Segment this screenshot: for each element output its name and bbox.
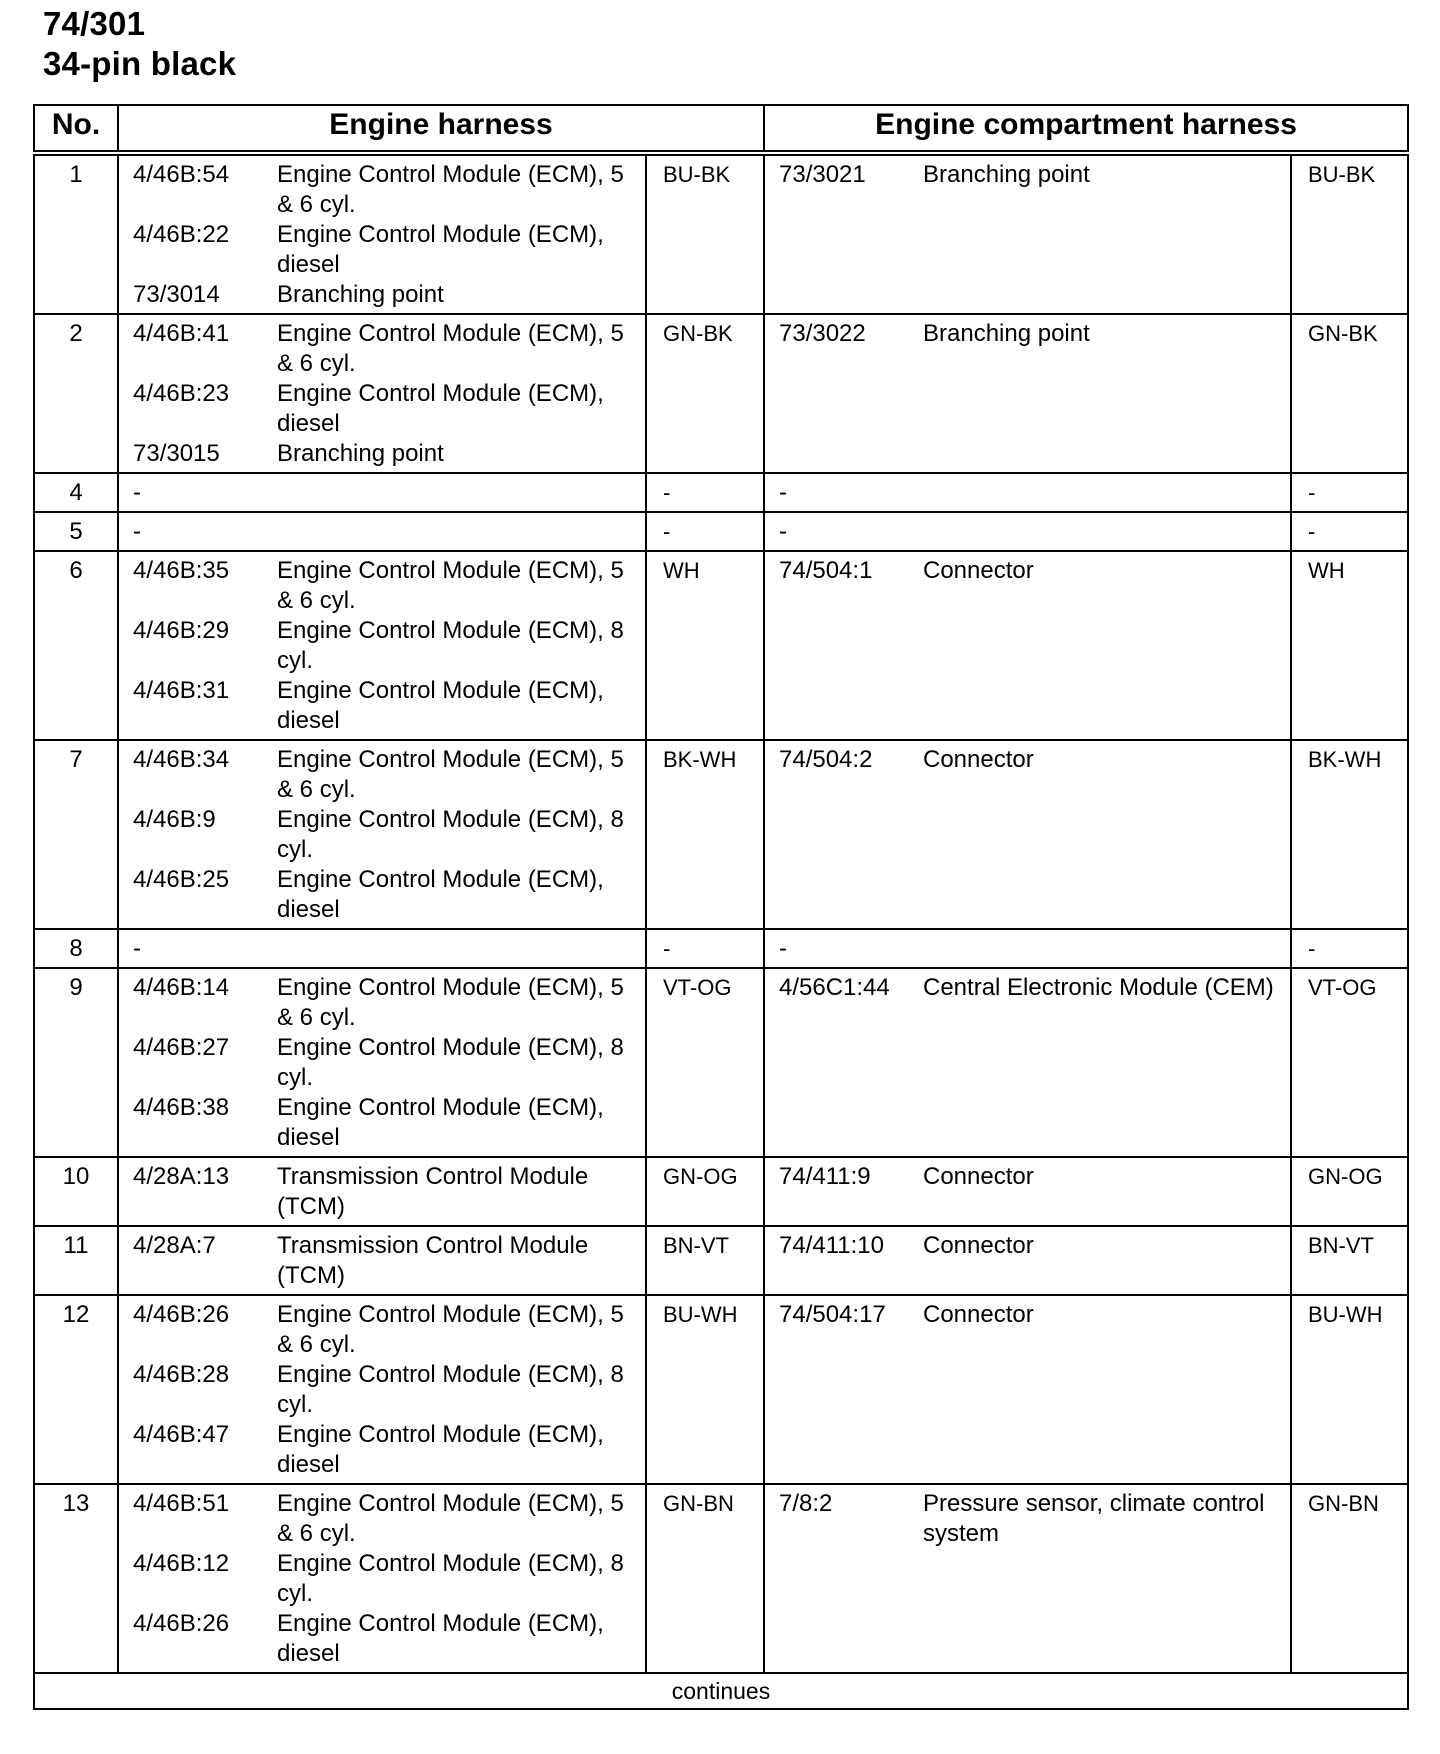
- engine-harness-cell: [118, 153, 646, 314]
- pin-number: 6: [34, 551, 118, 740]
- engine-desc: Engine Control Module (ECM), 8 cyl.: [277, 1550, 624, 1607]
- engine-ref: 4/46B:34: [133, 746, 230, 773]
- engine-desc: Engine Control Module (ECM), 5 & 6 cyl.: [277, 161, 624, 218]
- compartment-ref: 74/504:2: [779, 746, 873, 773]
- engine-entry: [133, 478, 635, 508]
- compartment-ref: 73/3022: [779, 320, 866, 347]
- engine-desc: Engine Control Module (ECM), 8 cyl.: [277, 617, 624, 674]
- engine-ref: 4/28A:13: [133, 1163, 230, 1190]
- compartment-ref: -: [779, 935, 787, 962]
- engine-ref: 4/46B:35: [133, 557, 230, 584]
- table-row: [34, 551, 1408, 740]
- engine-desc: Engine Control Module (ECM), 5 & 6 cyl.: [277, 1490, 624, 1547]
- engine-desc: [277, 517, 635, 547]
- engine-entry: [133, 1609, 635, 1669]
- header-engine-compartment-harness: Engine compartment harness: [764, 105, 1408, 153]
- compartment-desc: Connector: [923, 557, 1034, 584]
- compartment-ref: 74/504:1: [779, 557, 873, 584]
- engine-wire-colour: GN-OG: [646, 1157, 764, 1226]
- compartment-wire-colour: -: [1291, 473, 1408, 512]
- compartment-entry: [779, 478, 1280, 508]
- compartment-desc: Connector: [923, 1301, 1034, 1328]
- engine-wire-colour: BU-WH: [646, 1295, 764, 1484]
- engine-entry: [133, 1549, 635, 1609]
- engine-desc: Engine Control Module (ECM), diesel: [277, 1610, 604, 1667]
- engine-ref: 4/46B:38: [133, 1094, 230, 1121]
- compartment-harness-cell: [764, 929, 1291, 968]
- header-engine-harness: Engine harness: [118, 105, 764, 153]
- engine-entry: [133, 1300, 635, 1360]
- compartment-wire-colour: BN-VT: [1291, 1226, 1408, 1295]
- compartment-harness-cell: [764, 968, 1291, 1157]
- compartment-wire-colour: BU-WH: [1291, 1295, 1408, 1484]
- table-row: [34, 1157, 1408, 1226]
- engine-wire-colour: BU-BK: [646, 153, 764, 314]
- engine-ref: 73/3014: [133, 281, 220, 308]
- compartment-desc: [923, 478, 1280, 508]
- pin-number: 2: [34, 314, 118, 473]
- engine-entry: [133, 517, 635, 547]
- compartment-harness-cell: [764, 473, 1291, 512]
- engine-desc: Engine Control Module (ECM), diesel: [277, 1094, 604, 1151]
- engine-entry: [133, 1360, 635, 1420]
- engine-harness-cell: [118, 740, 646, 929]
- engine-desc: Engine Control Module (ECM), 8 cyl.: [277, 806, 624, 863]
- engine-ref: 4/46B:47: [133, 1421, 230, 1448]
- table-row: [34, 929, 1408, 968]
- engine-wire-colour: -: [646, 512, 764, 551]
- compartment-entry: [779, 517, 1280, 547]
- compartment-desc: Connector: [923, 1163, 1034, 1190]
- engine-wire-colour: VT-OG: [646, 968, 764, 1157]
- compartment-ref: 4/56C1:44: [779, 974, 890, 1001]
- compartment-ref: -: [779, 518, 787, 545]
- engine-harness-cell: [118, 929, 646, 968]
- compartment-entry: [779, 1300, 1280, 1330]
- engine-desc: [277, 934, 635, 964]
- compartment-ref: 73/3021: [779, 161, 866, 188]
- page-heading: [43, 4, 236, 84]
- pin-number: 11: [34, 1226, 118, 1295]
- compartment-entry: [779, 319, 1280, 349]
- compartment-desc: Branching point: [923, 320, 1090, 347]
- engine-desc: Branching point: [277, 281, 444, 308]
- compartment-entry: [779, 160, 1280, 190]
- engine-harness-cell: [118, 1157, 646, 1226]
- engine-wire-colour: WH: [646, 551, 764, 740]
- engine-desc: Engine Control Module (ECM), 5 & 6 cyl.: [277, 1301, 624, 1358]
- engine-entry: [133, 1420, 635, 1480]
- engine-ref: 4/46B:12: [133, 1550, 230, 1577]
- table-row: [34, 153, 1408, 314]
- pin-number: 8: [34, 929, 118, 968]
- compartment-harness-cell: [764, 314, 1291, 473]
- engine-ref: 4/46B:26: [133, 1301, 230, 1328]
- engine-ref: -: [133, 518, 141, 545]
- pin-number: 1: [34, 153, 118, 314]
- engine-desc: Engine Control Module (ECM), 5 & 6 cyl.: [277, 320, 624, 377]
- compartment-entry: [779, 1231, 1280, 1261]
- compartment-harness-cell: [764, 1157, 1291, 1226]
- engine-harness-cell: [118, 1484, 646, 1673]
- engine-harness-cell: [118, 1226, 646, 1295]
- engine-ref: 4/46B:41: [133, 320, 230, 347]
- engine-wire-colour: -: [646, 473, 764, 512]
- engine-entry: [133, 805, 635, 865]
- engine-wire-colour: -: [646, 929, 764, 968]
- engine-ref: 4/46B:27: [133, 1034, 230, 1061]
- engine-entry: [133, 379, 635, 439]
- engine-ref: 4/46B:51: [133, 1490, 230, 1517]
- compartment-wire-colour: GN-BK: [1291, 314, 1408, 473]
- engine-entry: [133, 1093, 635, 1153]
- engine-harness-cell: [118, 551, 646, 740]
- connector-description: 34-pin black: [43, 45, 237, 82]
- engine-wire-colour: BN-VT: [646, 1226, 764, 1295]
- pinout-table: [33, 104, 1409, 1710]
- compartment-wire-colour: BU-BK: [1291, 153, 1408, 314]
- table-row: [34, 740, 1408, 929]
- engine-desc: Engine Control Module (ECM), 5 & 6 cyl.: [277, 557, 624, 614]
- compartment-ref: 7/8:2: [779, 1490, 833, 1517]
- compartment-desc: Connector: [923, 1232, 1034, 1259]
- compartment-wire-colour: BK-WH: [1291, 740, 1408, 929]
- engine-ref: -: [133, 479, 141, 506]
- engine-entry: [133, 745, 635, 805]
- compartment-harness-cell: [764, 1484, 1291, 1673]
- engine-entry: [133, 616, 635, 676]
- compartment-harness-cell: [764, 1295, 1291, 1484]
- engine-wire-colour: BK-WH: [646, 740, 764, 929]
- engine-ref: 4/46B:26: [133, 1610, 230, 1637]
- engine-entry: [133, 556, 635, 616]
- table-row: [34, 1226, 1408, 1295]
- compartment-desc: Branching point: [923, 161, 1090, 188]
- compartment-harness-cell: [764, 512, 1291, 551]
- engine-wire-colour: GN-BK: [646, 314, 764, 473]
- header-row: [34, 105, 1408, 153]
- engine-desc: Transmission Control Module (TCM): [277, 1163, 589, 1220]
- compartment-ref: 74/504:17: [779, 1301, 886, 1328]
- compartment-desc: Connector: [923, 746, 1034, 773]
- compartment-entry: [779, 1489, 1280, 1549]
- engine-ref: 4/46B:28: [133, 1361, 230, 1388]
- engine-entry: [133, 1162, 635, 1222]
- engine-desc: Transmission Control Module (TCM): [277, 1232, 589, 1289]
- pin-number: 12: [34, 1295, 118, 1484]
- engine-ref: 4/46B:9: [133, 806, 216, 833]
- connector-id: 74/301: [43, 5, 146, 42]
- engine-desc: Engine Control Module (ECM), 5 & 6 cyl.: [277, 746, 624, 803]
- engine-ref: 4/46B:31: [133, 677, 230, 704]
- engine-entry: [133, 439, 635, 469]
- engine-ref: 4/28A:7: [133, 1232, 216, 1259]
- compartment-desc: [923, 517, 1280, 547]
- engine-ref: 4/46B:54: [133, 161, 230, 188]
- engine-entry: [133, 160, 635, 220]
- table-row: [34, 473, 1408, 512]
- engine-entry: [133, 319, 635, 379]
- engine-desc: Engine Control Module (ECM), 8 cyl.: [277, 1361, 624, 1418]
- engine-desc: Engine Control Module (ECM), diesel: [277, 221, 604, 278]
- compartment-desc: Pressure sensor, climate control system: [923, 1490, 1265, 1547]
- engine-entry: [133, 1231, 635, 1291]
- header-no: No.: [34, 105, 118, 153]
- engine-ref: 73/3015: [133, 440, 220, 467]
- compartment-wire-colour: WH: [1291, 551, 1408, 740]
- engine-entry: [133, 973, 635, 1033]
- pin-number: 7: [34, 740, 118, 929]
- engine-entry: [133, 676, 635, 736]
- compartment-entry: [779, 1162, 1280, 1192]
- engine-entry: [133, 1033, 635, 1093]
- compartment-ref: 74/411:9: [779, 1163, 871, 1190]
- engine-ref: 4/46B:29: [133, 617, 230, 644]
- engine-desc: Engine Control Module (ECM), diesel: [277, 380, 604, 437]
- compartment-harness-cell: [764, 551, 1291, 740]
- engine-harness-cell: [118, 473, 646, 512]
- engine-harness-cell: [118, 968, 646, 1157]
- engine-desc: Branching point: [277, 440, 444, 467]
- engine-ref: 4/46B:25: [133, 866, 230, 893]
- engine-harness-cell: [118, 1295, 646, 1484]
- engine-entry: [133, 1489, 635, 1549]
- engine-desc: Engine Control Module (ECM), diesel: [277, 866, 604, 923]
- table-row: [34, 512, 1408, 551]
- table-row: [34, 968, 1408, 1157]
- compartment-entry: [779, 745, 1280, 775]
- table-row: [34, 1295, 1408, 1484]
- table-row: [34, 1484, 1408, 1673]
- pin-number: 10: [34, 1157, 118, 1226]
- engine-ref: 4/46B:14: [133, 974, 230, 1001]
- compartment-wire-colour: VT-OG: [1291, 968, 1408, 1157]
- compartment-ref: 74/411:10: [779, 1232, 884, 1259]
- engine-wire-colour: GN-BN: [646, 1484, 764, 1673]
- footer-row: [34, 1673, 1408, 1709]
- compartment-entry: [779, 556, 1280, 586]
- engine-ref: 4/46B:22: [133, 221, 230, 248]
- engine-desc: Engine Control Module (ECM), 8 cyl.: [277, 1034, 624, 1091]
- compartment-entry: [779, 934, 1280, 964]
- engine-entry: [133, 220, 635, 280]
- compartment-wire-colour: GN-OG: [1291, 1157, 1408, 1226]
- engine-desc: Engine Control Module (ECM), 5 & 6 cyl.: [277, 974, 624, 1031]
- compartment-entry: [779, 973, 1280, 1003]
- compartment-desc: [923, 934, 1280, 964]
- compartment-wire-colour: -: [1291, 929, 1408, 968]
- pin-number: 4: [34, 473, 118, 512]
- engine-desc: Engine Control Module (ECM), diesel: [277, 1421, 604, 1478]
- compartment-wire-colour: GN-BN: [1291, 1484, 1408, 1673]
- engine-ref: -: [133, 935, 141, 962]
- engine-entry: [133, 280, 635, 310]
- engine-desc: [277, 478, 635, 508]
- pin-number: 9: [34, 968, 118, 1157]
- engine-entry: [133, 865, 635, 925]
- compartment-harness-cell: [764, 1226, 1291, 1295]
- compartment-ref: -: [779, 479, 787, 506]
- engine-harness-cell: [118, 314, 646, 473]
- pin-number: 13: [34, 1484, 118, 1673]
- table-row: [34, 314, 1408, 473]
- engine-ref: 4/46B:23: [133, 380, 230, 407]
- pin-number: 5: [34, 512, 118, 551]
- continues-note: continues: [34, 1673, 1408, 1709]
- pinout-rows: [34, 153, 1408, 1673]
- compartment-desc: Central Electronic Module (CEM): [923, 974, 1274, 1001]
- engine-entry: [133, 934, 635, 964]
- engine-harness-cell: [118, 512, 646, 551]
- compartment-wire-colour: -: [1291, 512, 1408, 551]
- compartment-harness-cell: [764, 153, 1291, 314]
- compartment-harness-cell: [764, 740, 1291, 929]
- engine-desc: Engine Control Module (ECM), diesel: [277, 677, 604, 734]
